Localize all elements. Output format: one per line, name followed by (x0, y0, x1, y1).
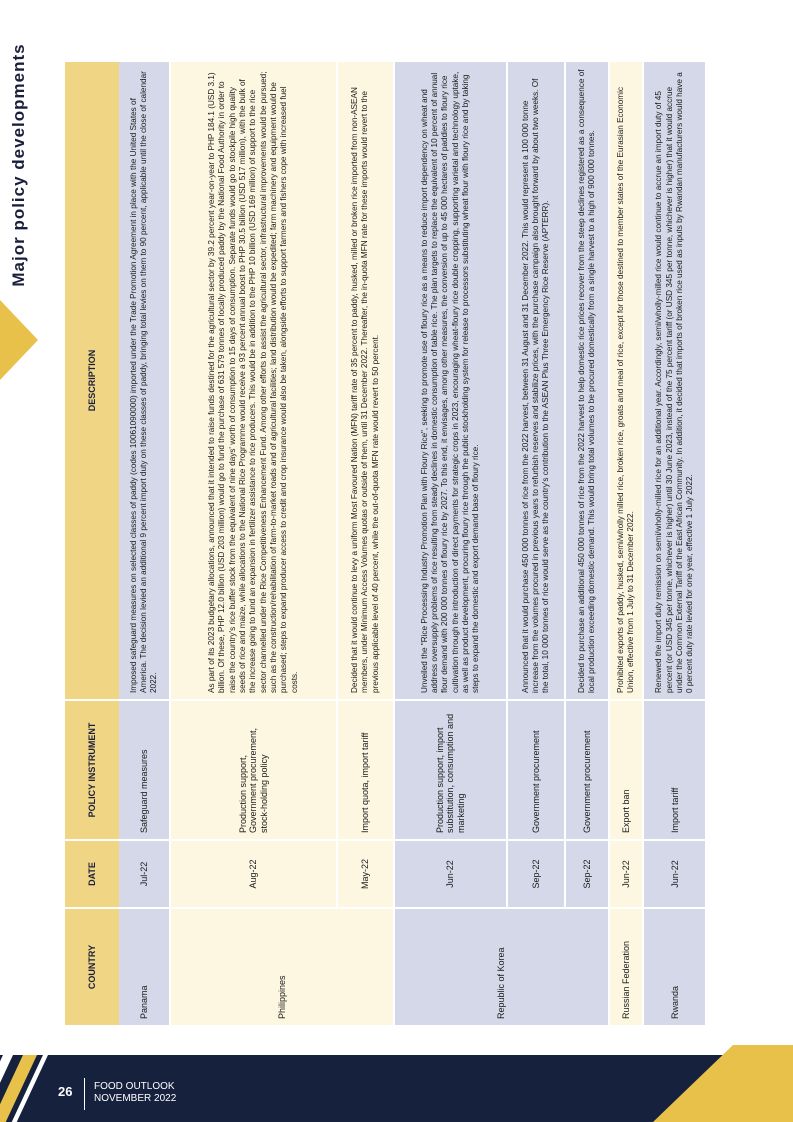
table-row (566, 60, 610, 1025)
table-row (338, 60, 395, 1025)
table-row (119, 60, 171, 1025)
cell-country: Philippines (171, 907, 395, 1025)
cell-date: May-22 (338, 839, 395, 907)
cell-country: Republic of Korea (395, 907, 610, 1025)
cell-instrument: Import quota, import tariff (338, 699, 395, 839)
gold-accent-triangle (0, 300, 38, 380)
cell-date: Sep-22 (566, 839, 610, 907)
cell-description: Unveiled the "Rice Processing Industry Promotion Plan with Floury Rice", seeking to promote use of floury rice as a means to reduce import dependency on wheat and address oversupply problems of rice resulting from steady declines in domestic consumption of table rice. The plan targets to replace the equivalent of 10 percent of annual flour demand with 200 000 tonnes of floury rice by 2027. To this end, it envisages, among other measures, the conversion of up to 45 000 hectares of paddies to floury rice cultivation through the introduction of direct payments for strategic crops in 2023, encouraging wheat-floury rice double cropping, supporting varietal and technology uptake, as well as product development, procuring floury rice through the public stockholding system for release to processors substituting wheat flour with floury rice and by taking steps to expand the domestic and export demand base of floury rice. (395, 60, 508, 699)
cell-instrument: Import tariff (644, 699, 705, 839)
cell-instrument: Production support, Government procurement, stock-holding policy (171, 699, 338, 839)
cell-country: Russian Federation (610, 907, 644, 1025)
header-country: COUNTRY (65, 907, 119, 1025)
policy-table (65, 60, 705, 1025)
cell-date: Jun-22 (644, 839, 705, 907)
table-row (644, 60, 705, 1025)
cell-description: Prohibited exports of paddy, husked, semi/wholly milled rice, broken rice, groats and meal of rice, except for those destined to member states of the Eurasian Economic Union, effective from 1 July to 31 December 2022. (610, 60, 644, 699)
cell-date: Aug-22 (171, 839, 338, 907)
cell-instrument: Government procurement (508, 699, 566, 839)
page-number: 26 (58, 1084, 73, 1099)
cell-date: Jul-22 (119, 839, 171, 907)
footer-publication (94, 1081, 176, 1105)
cell-description: Decided to purchase an additional 450 000 tonnes of rice from the 2022 harvest to help domestic rice prices recover from the steep declines registered as a consequence of local production exceeding domestic demand. This would bring total volumes to be procured domestically from a single harvest to a high of 900 000 tonnes. (566, 60, 610, 699)
table-row (610, 60, 644, 1025)
cell-instrument: Government procurement (566, 699, 610, 839)
cell-instrument: Production support, import substitution, consumption and marketing (395, 699, 508, 839)
cell-country: Rwanda (644, 907, 705, 1025)
footer-gold-corner-slant (653, 1045, 733, 1122)
cell-description: Imposed safeguard measures on selected classes of paddy (codes 10061090000) imported under the Trade Promotion Agreement in place with the United States of America. The decision levied an additional 9 percent import duty on these classes of paddy, bringing total levies on them to 90 percent, applicable until the close of calendar 2022. (119, 60, 171, 699)
table-header-row (65, 60, 119, 1025)
cell-description: Announced that it would purchase 450 000 tonnes of rice from the 2022 harvest, between 31 August and 31 December 2022. This would represent a 100 000 tonne increase from the volumes procured in previous years to refurbish reserves and stabilize prices, with the purchase campaign also brought forward by about two weeks. Of the total, 10 000 tonnes of rice would serve as the country's contribution to the ASEAN Plus Three Emergency Rice Reserve (APTERR). (508, 60, 566, 699)
policy-table-rotator (65, 60, 705, 1025)
header-policy-instrument: POLICY INSTRUMENT (65, 699, 119, 839)
cell-instrument: Export ban (610, 699, 644, 839)
cell-date: Jun-22 (395, 839, 508, 907)
cell-instrument: Safeguard measures (119, 699, 171, 839)
footer-divider (84, 1078, 85, 1110)
publication-name: FOOD OUTLOOK (94, 1081, 175, 1092)
sidebar-section-title (0, 30, 38, 300)
footer-gold-corner (733, 1045, 793, 1122)
cell-date: Sep-22 (508, 839, 566, 907)
publication-edition: NOVEMBER 2022 (94, 1093, 177, 1104)
cell-description: Renewed the import duty remission on semi/wholly-milled rice for an additional year. Accordingly, semi/wholly-milled rice would continue to accrue an import duty of 45 percent (or USD 345 per tonne, whichever is higher) until 30 June 2023, instead of the 75 percent tariff (or USD 345 per tonne, whichever is higher) that it would accrue under the Common External Tariff of the East African Community. In addition, it decided that imports of broken rice used as inputs by Rwandan manufacturers would have a 0 percent duty rate levied for one year, effective 1 July 2022. (644, 60, 705, 699)
cell-description: Decided that it would continue to levy a uniform Most Favoured Nation (MFN) tariff rate of 35 percent to paddy, husked, milled or broken rice imported from non-ASEAN members, under Minimum Access Volumes quotas or outside of them, until 31 December 2022. Thereafter, the in-quota MFN rate for these imports would revert to the previous applicable level of 40 percent, while the out-of-quota MFN rate would revert to 50 percent. (338, 60, 395, 699)
policy-table-container (65, 60, 705, 1025)
table-row (171, 60, 338, 1025)
section-title-text: Major policy developments (9, 43, 28, 287)
cell-date: Jun-22 (610, 839, 644, 907)
header-description: DESCRIPTION (65, 60, 119, 699)
table-row (508, 60, 566, 1025)
cell-description: As part of its 2023 budgetary allocations, announced that it intended to raise funds destined for the agricultural sector by 39.2 percent year-on-year to PHP 184.1 (USD 3.1) billion. Of these, PHP 12.0 billion (USD 203 million) would go to fund the purchase of 631 579 tonnes of locally produced paddy by the National Food Authority in order to raise the country's rice buffer stock from the equivalent of nine days' worth of consumption to 15 days of consumption. Separate funds would go to stockpile high quality seeds of rice and maize, while allocations to the National Rice Programme would receive a 93 percent annual boost to PHP 30.5 billion (USD 517 million), with the bulk of the increase going to fund an expansion in fertilizer assistance to rice producers. This would be in addition to the PHP 10 billion (USD 169 million) of support to the rice sector channelled under the Rice Competitiveness Enhancement Fund. Among other efforts to assist the agricultural sector, infrastructural improvements would be pursued; such as the construction/rehabilitation of farm-to-market roads and of agricultural facilities; land distribution would be expedited; farm machinery and equipment would be purchased; steps to expand producer access to credit and crop insurance would also be taken, alongside efforts to support farmers and fishers cope with increased fuel costs. (171, 60, 338, 699)
table-row (395, 60, 508, 1025)
cell-country: Panama (119, 907, 171, 1025)
header-date: DATE (65, 839, 119, 907)
